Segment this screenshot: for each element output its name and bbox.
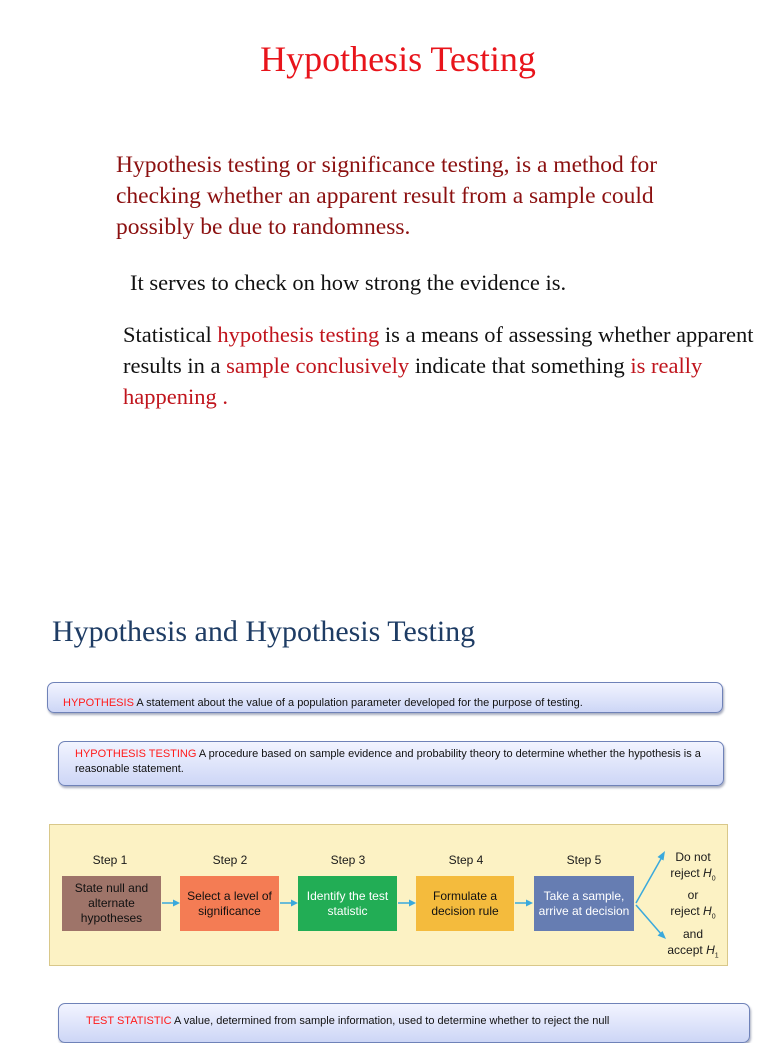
text-segment: is a means of assessing whether apparent results in a [123,322,754,378]
highlight-sample-conclusively: sample conclusively [226,353,410,378]
hypothesis-text: A statement about the value of a population parameter developed for the purpose of testing. [133,697,583,709]
arrow-right-icon [514,898,534,908]
step-5-box: Take a sample, arrive at decision [534,876,634,931]
step-3-box: Identify the test statistic [298,876,397,931]
slide-title-2: Hypothesis and Hypothesis Testing [52,615,476,648]
step-1-box: State null and alternate hypotheses [62,876,161,931]
step-4-box: Formulate a decision rule [416,876,514,931]
arrow-right-icon [161,898,181,908]
hypothesis-testing-definition-box [58,741,724,786]
outcome-accept-h1: accept $H_1$ [667,942,719,960]
test-statistic-definition-box [58,1003,750,1043]
definition-paragraph: Hypothesis testing or significance testing, is a method for checking whether an apparent result from a sample could possibly be due to randomness. [116,152,658,240]
hypothesis-testing-term: HYPOTHESIS TESTING [75,748,197,760]
text-segment: Statistical [123,322,218,347]
arrow-right-icon [397,898,417,908]
arrow-right-icon [279,898,299,908]
test-statistic-text: A value, determined from sample information, used to determine whether to reject the null [171,1015,610,1027]
hypothesis-testing-steps-diagram [49,824,728,966]
step-5-label: Step 5 [566,853,602,867]
test-statistic-term: TEST STATISTIC [86,1015,172,1027]
hypothesis-definition-box [47,682,723,713]
highlight-hypothesis-testing: hypothesis testing [217,322,380,347]
outcome-reject-h0-2: reject $H_0$ [670,904,716,921]
step-2-box: Select a level of significance [180,876,279,931]
hypothesis-testing-text: A procedure based on sample evidence and probability theory to determine whether the hypothesis is a reasonable statement. [75,748,701,775]
text-segment: indicate that something [409,353,631,378]
decision-outcome [667,849,719,964]
step-2-label: Step 2 [212,853,248,867]
outcome-do-not: Do not [675,850,711,864]
hypothesis-term: HYPOTHESIS [63,697,134,709]
branch-arrows-icon [634,847,668,943]
outcome-or: or [687,888,699,903]
statistical-testing-paragraph [123,319,763,412]
step-1-label: Step 1 [92,853,128,867]
slide-title: Hypothesis Testing [260,39,536,79]
step-3-label: Step 3 [330,853,366,867]
text-segment: . [216,384,228,409]
evidence-sentence: It serves to check on how strong the evidence is. [130,270,567,295]
outcome-and: and [682,926,704,941]
step-4-label: Step 4 [448,853,484,867]
outcome-reject-h0: reject $H_0$ [670,866,716,883]
highlight-really-happening: is really happening [123,353,703,409]
